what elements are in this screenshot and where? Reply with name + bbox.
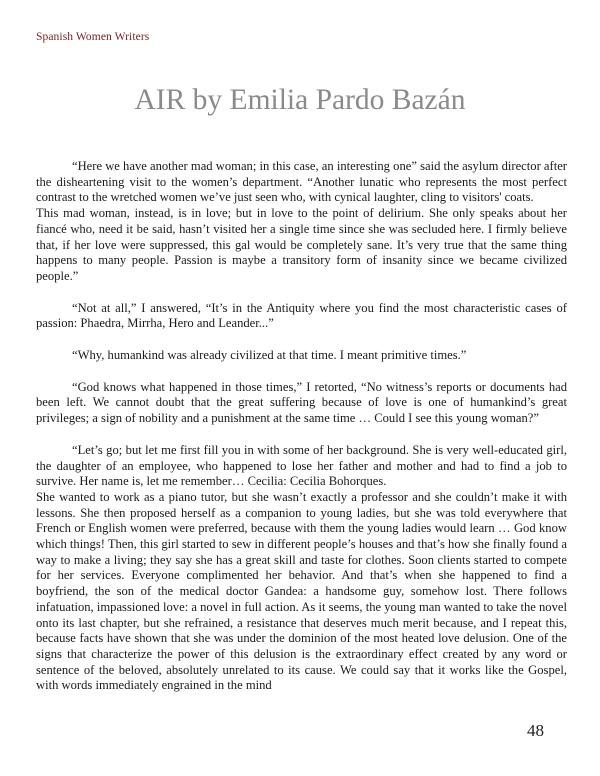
- paragraph-4: “Why, humankind was already civilized at that time. I meant primitive times.”: [72, 348, 467, 363]
- paragraph-7: She wanted to work as a piano tutor, but she wasn’t exactly a professor and she couldn’t make it with lessons. She then proposed herself as a companion to young ladies, but she was told everywhere that French or English women were preferred, because with them the young ladies would learn … God know which things! Then, this girl started to sew in different people’s houses and that’s how she finally found a way to make a living; they say she has a great skill and taste for clothes. Soon clients started to compete for her services. Everyone complimented her behavior. And that’s when she happened to find a boyfriend, the son of the medical doctor Gandea: a handsome guy, somehow lost. There follows infatuation, impassioned love: a novel in full action. As it seems, the young man wanted to take the novel onto its last chapter, but she refrained, a resistance that deserves much merit because, and I repeat this, because facts have shown that she was under the dominion of the most heated love delusion. One of the signs that characterize the power of this delusion is the extraordinary effect created by any word or sentence of the beloved, absolutely unrelated to its cause. We could say that it works like the Gospel, with words immediately engrained in the mind: [36, 489, 567, 693]
- page-title: AIR by Emilia Pardo Bazán: [134, 84, 466, 116]
- body-text: [36, 159, 567, 694]
- paragraph-2: This mad woman, instead, is in love; but in love to the point of delirium. She only speaks about her fiancé who, need it be said, hasn’t visited her a single time since she was secluded here. I firmly believe that, if her love were suppressed, this gal would be completely sane. It’s very true that the same thing happens to many people. Passion is maybe a transitory form of insanity since we became civilized people.”: [36, 206, 567, 283]
- paragraph-1: “Here we have another mad woman; in this case, an interesting one” said the asylum director after the disheartening visit to the women’s department. “Another lunatic who represents the most perfect contrast to the wretched women we’ve just seen who, with cynical laughter, cling to visitors' coats.: [36, 159, 567, 205]
- running-header: Spanish Women Writers: [36, 31, 150, 43]
- paragraph-5: “God knows what happened in those times,” I retorted, “No witness’s reports or documents had been left. We cannot doubt that the great suffering because of love is one of humankind’s great privileges; a sign of nobility and a punishment at the same time … Could I see this young woman?”: [36, 379, 567, 426]
- paragraph-3: “Not at all,” I answered, “It’s in the Antiquity where you find the most characteristic cases of passion: Phaedra, Mirrha, Hero and Leander...”: [36, 300, 567, 331]
- page-number: 48: [527, 721, 544, 740]
- paragraph-6: “Let’s go; but let me first fill you in with some of her background. She is very well-educated girl, the daughter of an employee, who happened to lose her father and mother and had to find a job to survive. Her name is, let me remember… Cecilia: Cecilia Bohorques.: [36, 442, 567, 489]
